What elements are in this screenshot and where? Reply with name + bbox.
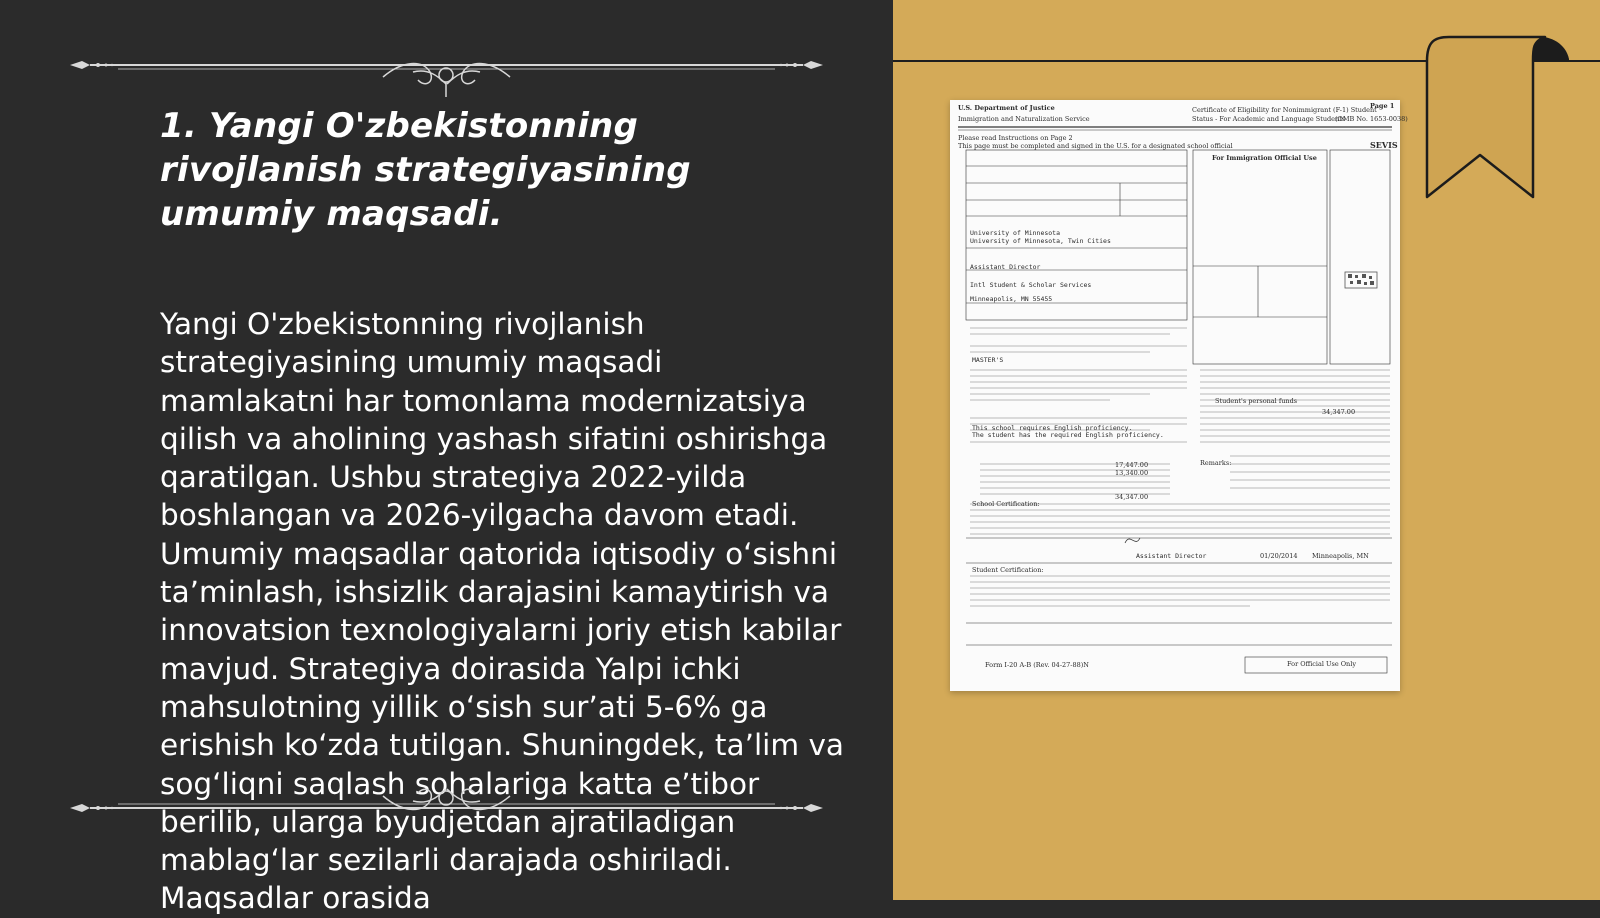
image-panel — [893, 0, 1600, 900]
form-page-label: Page 1 — [1370, 102, 1395, 110]
bookmark-ribbon-icon — [1425, 37, 1580, 197]
form-title: Certificate of Eligibility for Nonimmigrant (F-1) Student — [1192, 106, 1377, 114]
form-number: (OMB No. 1653-0038) — [1335, 115, 1408, 123]
form-instructions: Please read Instructions on Page 2 — [958, 134, 1073, 142]
form-address: Minneapolis, MN 55455 — [970, 295, 1053, 303]
form-cert-label: School Certification: — [972, 500, 1040, 508]
slide-title: 1. Yangi O'zbekistonning rivojlanish strategiyasining umumiy maqsadi. — [160, 106, 691, 234]
form-footer-form: Form I-20 A-B (Rev. 04-27-88)N — [985, 661, 1089, 669]
form-remarks-label: Remarks: — [1200, 459, 1232, 467]
form-signer-title: Assistant Director — [1136, 552, 1207, 560]
form-official-title: Assistant Director — [970, 263, 1041, 271]
form-tuition: 17,447.00 — [1115, 461, 1149, 469]
form-agency-sub: Immigration and Naturalization Service — [958, 115, 1090, 123]
form-degree: MASTER'S — [972, 356, 1004, 364]
form-signature-date: 01/20/2014 — [1260, 552, 1298, 560]
form-office: Intl Student & Scholar Services — [970, 281, 1092, 289]
i20-form-image — [950, 100, 1408, 691]
form-english-2: The student has the required English proficiency. — [972, 431, 1164, 439]
form-funds-label: Student's personal funds — [1215, 397, 1298, 405]
form-agency: U.S. Department of Justice — [958, 104, 1055, 112]
slide-body-text: Yangi O'zbekistonning rivojlanish strategiyasining umumiy maqsadi mamlakatni har tomonlama modernizatsiya qilish va aholining yashash sifatini oshirishga qaratilgan. Ushbu strategiya 2022-yilda boshlangan va 2026-yilgacha davom etadi. Umumiy maqsadlar qatorida iqtisodiy o‘sishni ta’minlash, ishsizlik darajasini kamaytirish va innovatsion texnologiyalarni joriy etish kabilar mavjud. Strategiya doirasida Yalpi ichki mahsulotning yillik o‘sish sur’ati 5-6% ga erishish ko‘zda tutilgan. Shuningdek, ta’lim va sog‘liqni saqlash sohalariga katta e’tibor berilib, ularga byudjetdan ajratiladigan mablag‘lar sezilarli darajada oshiriladi. Maqsadlar orasida — [160, 307, 844, 916]
form-school-campus: University of Minnesota, Twin Cities — [970, 237, 1111, 245]
qr-code-icon — [1345, 272, 1377, 288]
form-english: This school requires English proficiency. — [972, 424, 1133, 432]
form-lines — [950, 100, 1400, 691]
form-city: Minneapolis, MN — [1312, 552, 1369, 560]
form-total: 34,347.00 — [1115, 493, 1149, 501]
form-subtitle: Status - For Academic and Language Students — [1192, 115, 1346, 123]
decorative-bottom-ornament — [68, 785, 825, 835]
form-funds-total: 34,347.00 — [1322, 408, 1356, 416]
decorative-top-ornament — [68, 42, 825, 92]
form-living: 13,340.00 — [1115, 469, 1149, 477]
form-footer-use: For Official Use Only — [1287, 660, 1356, 668]
form-instructions-2: This page must be completed and signed in the U.S. for a designated school official — [958, 142, 1233, 150]
form-official-use-label: For Immigration Official Use — [1212, 154, 1317, 162]
form-sevis-label: SEVIS — [1370, 140, 1398, 150]
form-student-cert-label: Student Certification: — [972, 566, 1044, 574]
form-school-name: University of Minnesota — [970, 229, 1061, 237]
